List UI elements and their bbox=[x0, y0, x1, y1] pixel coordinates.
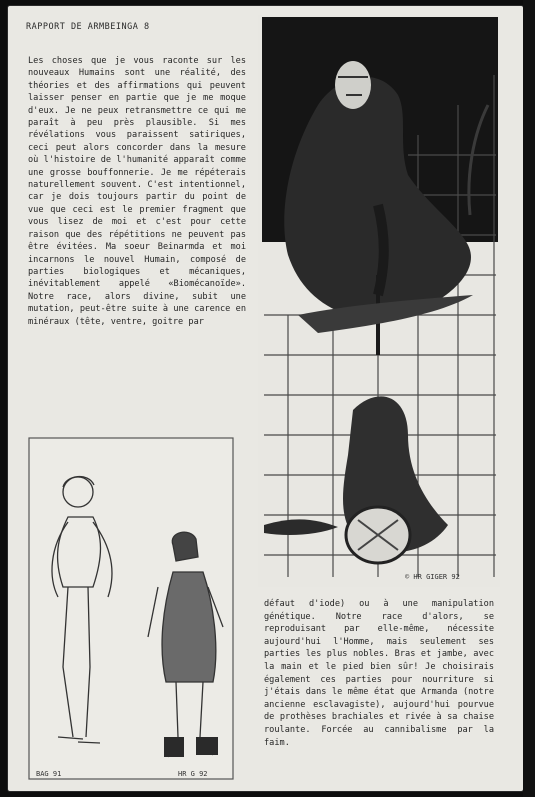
artist-signature-top: © HR GIGER 92 bbox=[405, 573, 460, 581]
artist-signature-bottom-left: BAG 91 bbox=[36, 770, 62, 778]
text-column-right bbox=[264, 598, 494, 749]
page-edge-shadow bbox=[523, 0, 535, 797]
body-paragraph-1: Les choses que je vous raconte sur les nouveaux Humains sont une réalité, des théories et des affirmations qui peuvent laisser penser en partie que je me moque d'eux. Je ne peux retransmettre ce qui me paraît à peu près plausible. Si mes révélations vous paraissent satiriques, ceci peut alors concorder dans la mesure où l'histoire de l'humanité apparaît comme une grosse bouffonnerie. Je me répéterais naturellement souvent. C'est intentionnel, car je dois toujours partir du point de vue que ceci est le premier fragment que vous lisez de moi et c'est pour cette raison que des répétitions ne peuvent pas être évitées. Ma soeur Beinarmda et moi incarnons le nouvel Humain, composé de parties biologiques et mécaniques, inévitablement appelé «Biomécanoïde». Notre race, alors divine, subit une mutation, peut-être suite à une carence en minéraux (tête, ventre, goitre par bbox=[28, 56, 246, 327]
text-column-left bbox=[28, 55, 246, 328]
illustration-biomechanoid-figures bbox=[258, 15, 500, 587]
body-paragraph-2: défaut d'iode) ou à une manipulation génétique. Notre race d'alors, se reproduisant par elle-même, nécessite aujourd'hui l'Homme, mais seulement ses parties les plus nobles. Bras et jambe, avec la main et le pied bien sûr! Je choisirais également ces parties pour nourriture si j'étais dans le même état que Armanda (notre ancienne esclavagiste), aujourd'hui pourvue de prothèses brachiales et rivée à sa chaise roulante. Forcée au cannibalisme par la faim. bbox=[264, 599, 494, 748]
page-header: RAPPORT DE ARMBEINGA 8 bbox=[26, 22, 150, 32]
artist-signature-bottom-right: HR G 92 bbox=[178, 770, 208, 778]
illustration-sketch-two-figures bbox=[28, 437, 234, 780]
